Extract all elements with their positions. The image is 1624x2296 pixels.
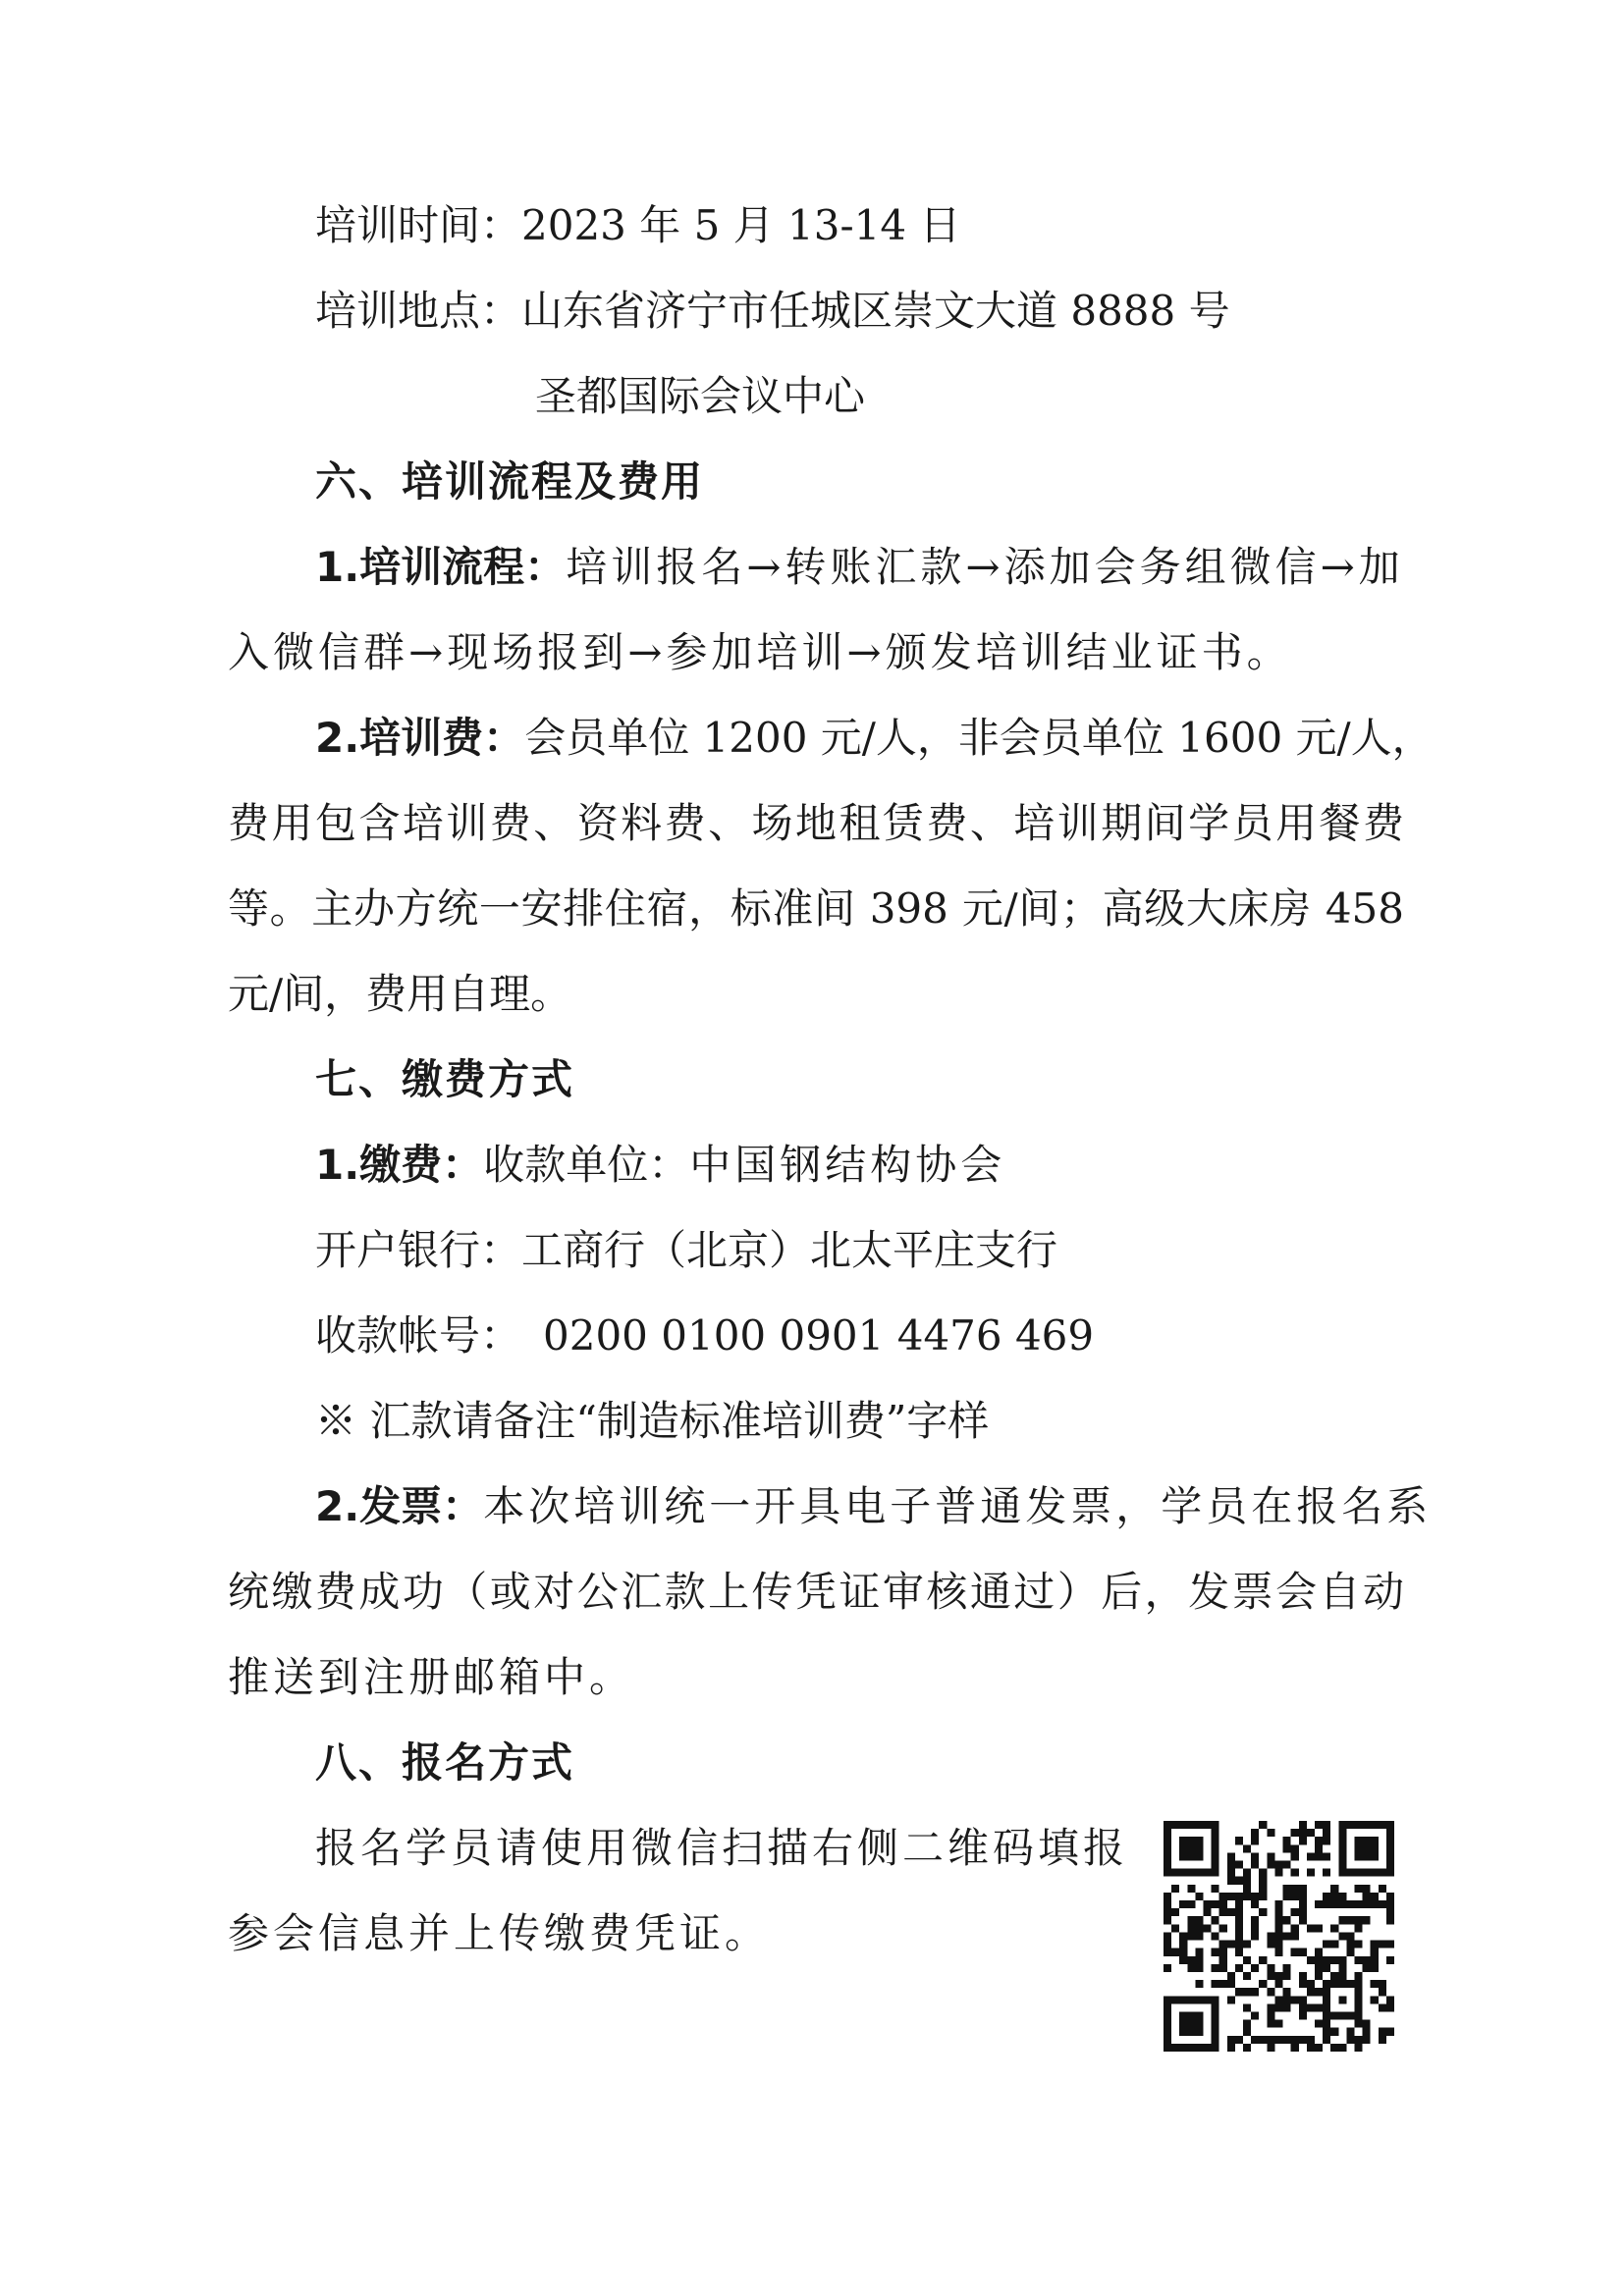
- section6-item1-label: 1.培训流程：: [315, 543, 567, 591]
- section7-item2-label: 2.发票：: [315, 1482, 484, 1530]
- section6-title: 六、培训流程及费用: [315, 457, 705, 506]
- qr-code-icon[interactable]: [1164, 1821, 1394, 2052]
- section6-item1-text1: 培训报名→转账汇款→添加会务组微信→加: [566, 543, 1404, 591]
- section6-item1-line2: 入微信群→现场报到→参加培训→颁发培训结业证书。: [228, 628, 1292, 676]
- training-time-value: 2023 年 5 月 13-14 日: [521, 201, 961, 249]
- bank-line: [315, 1226, 1057, 1275]
- section7-title: 七、缴费方式: [315, 1055, 575, 1103]
- account-value: 0200 0100 0901 4476 469: [543, 1311, 1095, 1360]
- bank-label: 开户银行：: [315, 1226, 522, 1274]
- account-label: 收款帐号：: [315, 1311, 522, 1360]
- section6-item2-label: 2.培训费：: [315, 714, 525, 762]
- training-time-line: [315, 201, 960, 250]
- training-location-line: [315, 287, 1230, 336]
- section6-item2-line1: [315, 714, 1434, 763]
- training-location-line-2: [535, 372, 865, 421]
- section6-item2-line3: 等。主办方统一安排住宿，标准间 398 元/间；高级大床房 458: [228, 884, 1404, 933]
- section8-title: 八、报名方式: [315, 1738, 575, 1787]
- section6-item2-line2: 费用包含培训费、资料费、场地租赁费、培训期间学员用餐费: [228, 799, 1404, 847]
- section6-item1-line1: [315, 543, 1404, 592]
- section7-item2-text1: 本次培训统一开具电子普通发票，学员在报名系: [483, 1482, 1433, 1530]
- account-line: [315, 1311, 1094, 1361]
- training-location-value-1: 山东省济宁市任城区崇文大道 8888 号: [521, 287, 1230, 335]
- section7-item2-line2: 统缴费成功（或对公汇款上传凭证审核通过）后，发票会自动: [228, 1568, 1404, 1616]
- section6-item2-text1: 会员单位 1200 元/人，非会员单位 1600 元/人，: [524, 714, 1434, 762]
- bank-value: 工商行（北京）北太平庄支行: [521, 1226, 1058, 1274]
- payee-label: 收款单位：: [483, 1141, 690, 1189]
- section7-item2-line3: 推送到注册邮箱中。: [228, 1653, 635, 1701]
- section7-item1-label: 1.缴费：: [315, 1141, 484, 1189]
- payee-value: 中国钢结构协会: [689, 1141, 1006, 1189]
- section8-line1: 报名学员请使用微信扫描右侧二维码填报: [315, 1824, 1129, 1872]
- section7-item2-line1: [315, 1482, 1432, 1531]
- training-location-label: 培训地点：: [315, 287, 522, 335]
- training-time-label: 培训时间：: [315, 201, 522, 249]
- remittance-note: ※ 汇款请备注“制造标准培训费”字样: [315, 1397, 990, 1445]
- section6-item2-line4: 元/间，费用自理。: [228, 970, 572, 1018]
- training-location-value-2: 圣都国际会议中心: [535, 372, 866, 420]
- section7-item1-line1: [315, 1141, 1005, 1190]
- section8-line2: 参会信息并上传缴费凭证。: [228, 1909, 771, 1957]
